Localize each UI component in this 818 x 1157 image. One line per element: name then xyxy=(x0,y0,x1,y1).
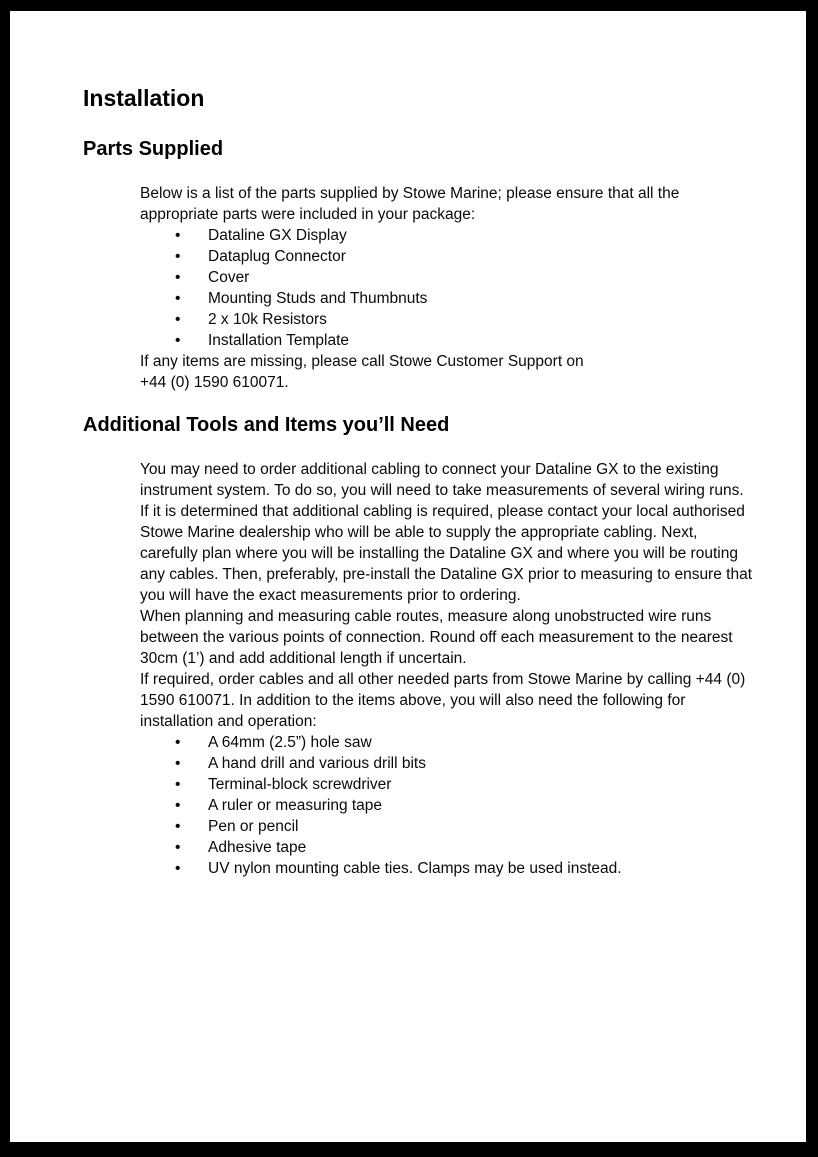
list-item xyxy=(140,246,754,267)
bullet-icon: • xyxy=(175,817,181,835)
additional-tools-paragraph-2: When planning and measuring cable routes, measure along unobstructed wire runs between the various points of connection. Round off each measurement to the nearest 30cm (1’) and add additional length if uncertain. xyxy=(140,607,733,667)
list-item xyxy=(140,225,754,246)
list-item-text: Cover xyxy=(208,268,250,286)
bullet-icon: • xyxy=(175,733,181,751)
bullet-icon: • xyxy=(175,331,181,349)
bullet-icon: • xyxy=(175,310,181,328)
bullet-icon: • xyxy=(175,268,181,286)
parts-supplied-outro-line2: +44 (0) 1590 610071. xyxy=(140,373,289,391)
list-item xyxy=(140,753,754,774)
list-item xyxy=(140,774,754,795)
list-item xyxy=(140,288,754,309)
list-item-text: Mounting Studs and Thumbnuts xyxy=(208,289,428,307)
parts-supplied-list xyxy=(140,225,754,351)
additional-tools-paragraph-1: You may need to order additional cabling to connect your Dataline GX to the existing instrument system. To do so, you will need to take measurements of several wiring runs. If it is determined that additional cabling is required, please contact your local authorised Stowe Marine dealership who will be able to supply the appropriate cabling. Next, carefully plan where you will be installing the Dataline GX and where you will be routing any cables. Then, preferably, pre-install the Dataline GX prior to measuring to ensure that you will have the exact measurements prior to ordering. xyxy=(140,460,753,604)
bullet-icon: • xyxy=(175,754,181,772)
additional-tools-body xyxy=(140,437,754,879)
list-item-text: 2 x 10k Resistors xyxy=(208,310,327,328)
document-page xyxy=(10,11,806,1142)
list-item xyxy=(140,330,754,351)
list-item xyxy=(140,309,754,330)
list-item-text: Pen or pencil xyxy=(208,817,299,835)
additional-tools-list xyxy=(140,732,754,879)
list-item-text: Terminal-block screwdriver xyxy=(208,775,392,793)
list-item-text: Adhesive tape xyxy=(208,838,307,856)
list-item-text: Dataplug Connector xyxy=(208,247,346,265)
list-item xyxy=(140,816,754,837)
list-item xyxy=(140,837,754,858)
section-heading-additional-tools: Additional Tools and Items you’ll Need xyxy=(83,413,450,436)
list-item xyxy=(140,858,754,879)
list-item-text: Dataline GX Display xyxy=(208,226,347,244)
bullet-icon: • xyxy=(175,859,181,877)
list-item xyxy=(140,795,754,816)
bullet-icon: • xyxy=(175,247,181,265)
list-item-text: A 64mm (2.5”) hole saw xyxy=(208,733,372,751)
section-heading-parts-supplied: Parts Supplied xyxy=(83,137,224,160)
bullet-icon: • xyxy=(175,289,181,307)
list-item xyxy=(140,732,754,753)
parts-supplied-body xyxy=(140,161,754,393)
page-title: Installation xyxy=(83,85,205,111)
list-item-text: A ruler or measuring tape xyxy=(208,796,383,814)
bullet-icon: • xyxy=(175,796,181,814)
list-item-text: Installation Template xyxy=(208,331,350,349)
list-item xyxy=(140,267,754,288)
bullet-icon: • xyxy=(175,838,181,856)
list-item-text: UV nylon mounting cable ties. Clamps may be used instead. xyxy=(208,859,622,877)
additional-tools-paragraph-3: If required, order cables and all other needed parts from Stowe Marine by calling +44 (0) 1590 610071. In addition to the items above, you will also need the following for installation and operation: xyxy=(140,670,746,730)
bullet-icon: • xyxy=(175,775,181,793)
bullet-icon: • xyxy=(175,226,181,244)
parts-supplied-intro: Below is a list of the parts supplied by Stowe Marine; please ensure that all the appropriate parts were included in your package: xyxy=(140,184,680,223)
parts-supplied-outro-line1: If any items are missing, please call Stowe Customer Support on xyxy=(140,352,584,370)
list-item-text: A hand drill and various drill bits xyxy=(208,754,426,772)
